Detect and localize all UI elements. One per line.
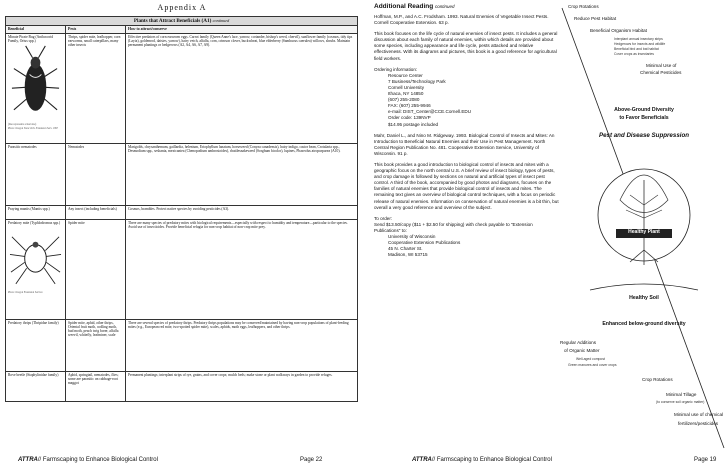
ordering-line: (607) 255-2080 [388,97,420,103]
chemical-pesticides-label: Chemical Pesticides [640,70,682,75]
ordering-label: Ordering information: [374,66,418,72]
pest-disease-suppression-label: Pest and Disease Suppression [598,132,690,139]
table-header-row [6,26,358,33]
beneficial-cell: Parasitic nematodes [6,143,66,205]
ordering-line: Ithaca, NY 14850 [388,91,424,97]
regular-additions-label: Regular Additions [560,340,597,345]
pests-cell: Thrips, spider mite, leafhopper, corn earworms, small caterpillars, many other insects [66,33,126,143]
beneficial-name: Predatory mite (Typhlodromus spp.) [8,220,61,225]
attract-cell: Effective predators of corn earworm eggs. Carrot family (Queen Anne's lace, yarrow, coriander, bishop's weed, chervil), sunflower family (cosmos, tidy tips (Layia), goldenrod, daisies, yarrow), hairy vetch, alfalfa, corn, crimson clover, buckwheat, blue elderberry (Sambucus caerulea) willows, shrubs. Maintain permanent plantings or hedgerows (A2, A4, A6, A7, A9). [126,33,358,143]
order-line: Madison, WI 53715 [388,252,428,258]
ordering-line: $14.95 postage included [388,121,439,127]
email-link[interactable]: e-mail: DIST_Center@CCE.Cornell.EDU [388,109,472,115]
summary-mahr: This book provides a good introduction to biological control of insects and mites with a geographic focus on the north central U.S. A brief review of insect biology, types of pests, and crop damage is followed by sections on natural and artificial types of insect pest control. A third of the book, accompanied by good photos and diagrams, focuses on the families of natural enemies that provide biological control of insects and mites. The remaining text gives an overview of biological control techniques, with a focus on periodic release of natural enemies. Information on conservation of natural enemies is a bit thin, but overall a very good reference and overview of the subject. [374,161,559,210]
habitat-detail: Hedgerows for insects and wildlife [614,42,666,46]
habitat-detail: Interplant annual insectary strips [614,37,663,41]
beneficial-cell: Predatory thrips (Thripidae family) [6,319,66,371]
order-label: To order: [374,215,393,221]
illustration-caption: (line represents actual size) [8,123,37,127]
table-row [6,371,358,401]
crop-rotations-label-2: Crop Rotations [642,377,673,382]
beneficials-table [5,16,358,402]
footer-text: // Farmscaping to Enhance Biological Control [431,457,552,463]
ordering-line: 7 Business/Technology Park [388,78,446,84]
ordering-info [388,73,559,128]
beneficial-cell [6,33,66,143]
table-row [6,319,358,371]
right-page-number: Page 19 [694,457,717,463]
order-line: Send $13.50/copy ($11 + $2.50 for shipping) with check payable to "Extension Publications" to: [374,221,533,233]
crop-rotations-label: Crop Rotations [568,4,599,9]
col-header-pests: Pests [66,26,126,33]
citation-hoffman: Hoffman, M.P., and A.C. Frodsham. 1993. Natural Enemies of Vegetable Insect Pests. Cornell Cooperative Extension. 63 p. [374,14,549,26]
footer-brand: ATTRA [412,457,432,463]
appendix-title: Appendix A [157,3,207,12]
above-ground-diversity-label: Above-Ground Diversity [614,107,674,113]
attract-cell: There are many species of predatory mites with biological requirements—especially with respect to humidity and temperature—particular to the species. Avoid use of insecticides. Provide beneficial refugia for non-crop habitat of non-crop mite prey. [126,219,358,319]
farmscaping-diagram [560,0,728,450]
summary-hoffman: This book focuses on the life cycle of natural enemies of insect pests. It includes a general discussion about each family of natural enemies, within which details are provided about some species, including appearance and life cycle, pests attacked and relative effectiveness. With its diagrams and pictures, this book is a good reference for agricultural field workers. [374,31,558,61]
habitat-detail: Beneficial bird and bat habitat [614,47,659,51]
fertilizers-pesticides-label: fertilizers/pesticides [678,421,719,426]
col-header-beneficial: Beneficial [6,26,66,33]
healthy-soil-label: Healthy Soil [629,295,659,301]
attract-cell: Permanent plantings; interplant strips of rye, grains, and cover crops; mulch beds; make stone or plant walkways in garden to provide refuges. [126,371,358,401]
table-caption-suffix: continued [212,18,230,23]
citation-mahr: Mahr, Daniel L., and Nino M. Ridgeway. 1993. Biological Control of Insects and Mites: An Introduction to Beneficial Natural Enemies and their Use in Pest Management. North Central Region Publication No. 481. Cooperative Extension Service, University of Wisconsin. 91 p. [374,132,555,156]
ordering-line: Order code: 139NVP [388,115,431,121]
table-row [6,33,358,143]
reduce-pest-habitat-label: Reduce Pest Habitat [574,16,617,21]
photo-credit: Photo: Oregon Extension Service [8,291,43,294]
right-page [364,0,728,471]
organic-matter-label: of Organic Matter [564,348,600,353]
predatory-mite-illustration [8,225,63,290]
col-header-attract: How to attract/conserve [126,26,358,33]
pests-cell: Spider mite, aphid, other thrips, Oriental fruit moth, codling moth, bud moth, peach twig borer, alfalfa weevil, whitefly, leafminer, scale [66,319,126,371]
section-title: Additional Reading [374,3,434,10]
right-footer [412,457,552,463]
ordering-line: Cornell University [388,84,424,90]
beneficial-name: Minute Pirate Bug (Anthocorid Family, Orius spp.) [8,34,54,43]
order-address [388,234,559,258]
pests-cell: Spider mite [66,219,126,319]
left-footer [18,457,158,463]
order-line: University of Wisconsin [388,234,436,239]
order-line: 45 N. Charter St. [388,246,423,252]
favor-beneficials-label: to Favor Beneficials [619,115,669,121]
diagram-lines [560,0,728,450]
additional-reading-body [374,14,559,258]
beneficial-habitat-label: Beneficial Organism Habitat [590,28,647,33]
attract-cell: Cosmos, brambles. Protect native species by avoiding pesticides (A3). [126,205,358,219]
footer-brand: ATTRA [18,457,38,463]
pests-cell: Nematodes [66,143,126,205]
table-caption-text: Plants that Attract Beneficials (A1) [133,18,212,24]
additions-detail: Green manures and cover crops [568,363,617,367]
beneficial-cell [6,219,66,319]
footer-text: // Farmscaping to Enhance Biological Control [37,457,158,463]
minimal-chemical-label: Minimal use of chemical [674,412,724,417]
table-caption [6,17,358,26]
pests-cell: Aphid, springtail, nematodes, flies; some are parasitic on cabbage-root maggot [66,371,126,401]
photo-credit: Photo: Oregon State Univ. Extension Serv. 1997 [8,127,59,131]
pests-cell: Any insect (including beneficials) [66,205,126,219]
ordering-line: Resource Center [388,72,423,78]
habitat-detail: Cover crops as insectaries [614,52,654,56]
beneficial-cell: Rove beetle (Staphylinidae family) [6,371,66,401]
below-ground-diversity-label: Enhanced below-ground diversity [602,321,686,327]
minimal-use-label: Minimal Use of [646,63,677,68]
additional-reading-title [374,3,455,10]
minimal-tillage-label: Minimal Tillage [666,392,697,397]
section-title-suffix: continued [435,4,455,9]
additions-detail: Well-aged compost [576,357,605,361]
pirate-bug-illustration [8,43,63,122]
left-page-number: Page 22 [300,457,323,463]
attract-cell: Marigolds, chrysanthemum, gaillardia, helenium, Eriophyllum lanatum, horseweed (Conyza canadensis), hairy indigo, castor bean, Crotalaria spp., Desmodium spp., sesbania, mexicantea (Chenopodium ambrosioides), rhattlesnakeweed (Sorghum bicolor), lupines, Phaseolus atropurpurea (A10). [126,143,358,205]
healthy-plant-label: Healthy Plant [628,229,660,235]
tillage-note: (to conserve soil organic matter) [656,400,705,404]
attract-cell: There are several species of predatory thrips. Predatory thrips populations may be conserved/maintained by having non-crop populations of plant-feeding mites (e.g., European red mite, two-spotted spider mite), scales, aphids, moth eggs, leafhoppers, and other thrips. [126,319,358,371]
beneficial-cell: Praying mantis (Mantis spp.) [6,205,66,219]
table-row [6,143,358,205]
ordering-line: FAX: (607) 255-9946 [388,103,431,109]
order-line: Cooperative Extension Publications [388,240,461,246]
table-row [6,205,358,219]
table-row [6,219,358,319]
